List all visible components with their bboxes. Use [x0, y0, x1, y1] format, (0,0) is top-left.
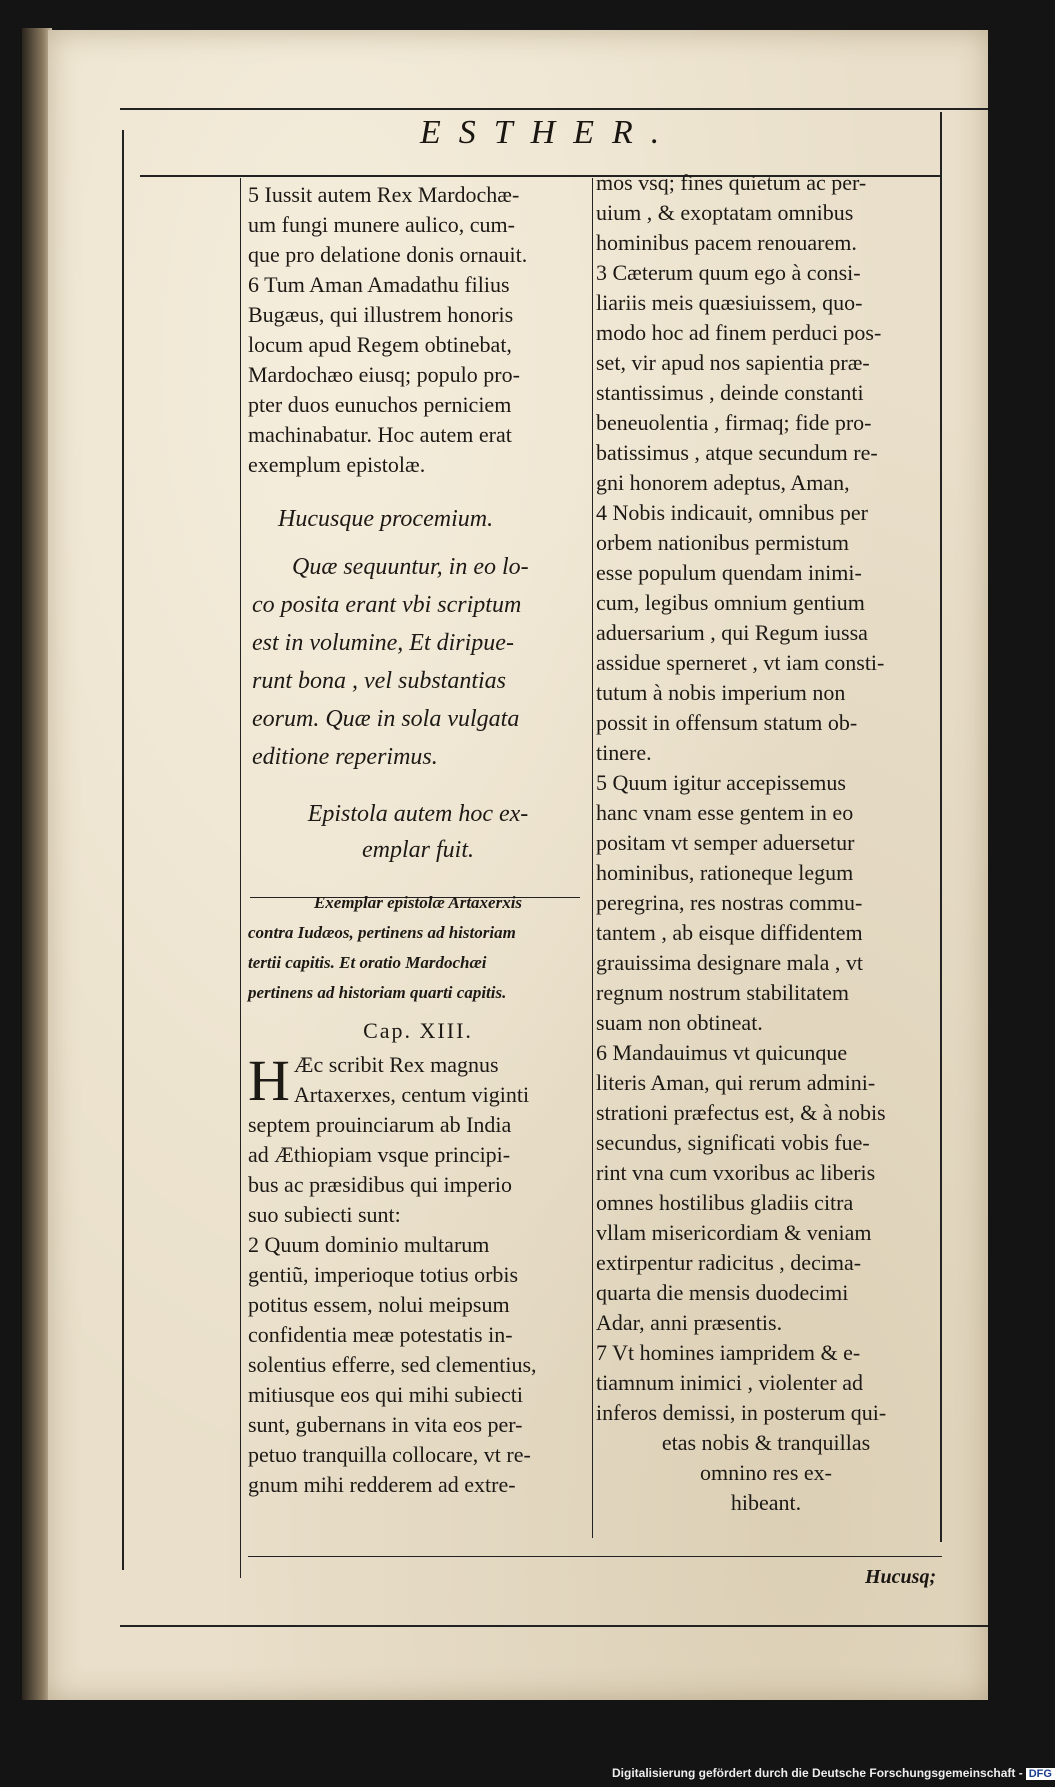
text-line: confidentia meæ potestatis in-	[248, 1322, 513, 1347]
right-border	[940, 112, 942, 1542]
text-line: ad Æthiopiam vsque principi-	[248, 1142, 511, 1167]
text-line: runt bona , vel substantias	[252, 668, 507, 694]
text-line: machinabatur. Hoc autem erat	[248, 422, 512, 447]
text-line: hanc vnam esse gentem in eo	[596, 800, 854, 825]
text-line: Quæ sequuntur, in eo lo-	[292, 554, 529, 580]
epistola-heading	[248, 796, 588, 868]
text-line: esse populum quendam inimi-	[596, 560, 862, 585]
text-line: mos vsq; fines quietum ac per-	[596, 170, 867, 195]
footer-text: Digitalisierung gefördert durch die Deutsche Forschungsgemeinschaft -	[612, 1766, 1023, 1780]
text-line: extirpentur radicitus , decima-	[596, 1250, 862, 1275]
text-line: locum apud Regem obtinebat,	[248, 332, 512, 357]
left-border	[122, 130, 124, 1570]
text-line: suam non obtineat.	[596, 1010, 763, 1035]
chapter-text	[248, 1050, 588, 1500]
text-line: literis Aman, qui rerum admini-	[596, 1070, 876, 1095]
text-line: exemplum epistolæ.	[248, 452, 426, 477]
left-column	[248, 180, 588, 1500]
chapter-label: Cap. XIII.	[363, 1018, 473, 1043]
text-line: grauissima designare mala , vt	[596, 950, 863, 975]
text-line: bus ac præsidibus qui imperio	[248, 1172, 512, 1197]
text-line: 6 Mandauimus vt quicunque	[596, 1040, 848, 1065]
text-line: cum, legibus omnium gentium	[596, 590, 865, 615]
text-line: tiamnum inimici , violenter ad	[596, 1370, 863, 1395]
text-line: gni honorem adeptus, Aman,	[596, 470, 850, 495]
text-line: hominibus, rationeque legum	[596, 860, 854, 885]
text-line: omnes hostilibus gladiis citra	[596, 1190, 854, 1215]
text-line: 6 Tum Aman Amadathu filius	[248, 272, 510, 297]
text-line: suo subiecti sunt:	[248, 1202, 401, 1227]
text-line: assidue sperneret , vt iam consti-	[596, 650, 885, 675]
text-line: 2 Quum dominio multarum	[248, 1232, 490, 1257]
drop-cap: H	[248, 1048, 290, 1113]
text-line: stantissimus , deinde constanti	[596, 380, 864, 405]
text-line: potitus essem, nolui meipsum	[248, 1292, 510, 1317]
text-line: strationi præfectus est, & à nobis	[596, 1100, 886, 1125]
text-line: tantem , ab eisque diffidentem	[596, 920, 863, 945]
top-rule	[120, 108, 988, 110]
text-line: batissimus , atque secundum re-	[596, 440, 878, 465]
text-line: tertii capitis. Et oratio Mardochæi	[248, 953, 487, 972]
text-line: editione reperimus.	[252, 744, 438, 770]
text-line: Mardochæo eiusq; populo pro-	[248, 362, 520, 387]
text-line: Adar, anni præsentis.	[596, 1310, 783, 1335]
text-line: secundus, significati vobis fue-	[596, 1130, 870, 1155]
text-line: co posita erant vbi scriptum	[252, 592, 522, 618]
closing-line: omnino res ex-	[700, 1460, 832, 1485]
text-line: liariis meis quæsiuissem, quo-	[596, 290, 863, 315]
proem-body	[248, 548, 588, 776]
page-bottom-rule	[120, 1625, 988, 1627]
text-line: uium , & exoptatam omnibus	[596, 200, 854, 225]
text-line: est in volumine, Et diripue-	[252, 630, 514, 656]
column-divider	[592, 178, 593, 1538]
dfg-logo: DFG	[1026, 1768, 1055, 1780]
text-line: 5 Iussit autem Rex Mardochæ-	[248, 182, 520, 207]
text-line: 5 Quum igitur accepissemus	[596, 770, 846, 795]
text-line: eorum. Quæ in sola vulgata	[252, 706, 520, 732]
text-line: Exemplar epistolæ Artaxerxis	[313, 893, 523, 912]
text-line: septem prouinciarum ab India	[248, 1112, 512, 1137]
text-line: solentius efferre, sed clementius,	[248, 1352, 537, 1377]
text-line: inferos demissi, in posterum qui-	[596, 1400, 887, 1425]
text-line: tinere.	[596, 740, 652, 765]
text-line: set, vir apud nos sapientia præ-	[596, 350, 870, 375]
verses-block	[248, 180, 588, 480]
proem-title: Hucusque procemium.	[278, 506, 494, 532]
text-line: mitiusque eos qui mihi subiecti	[248, 1382, 523, 1407]
text-line: hominibus pacem renouarem.	[596, 230, 857, 255]
text-line: Bugæus, qui illustrem honoris	[248, 302, 514, 327]
text-line: tutum à nobis imperium non	[596, 680, 846, 705]
text-line: quarta die mensis duodecimi	[596, 1280, 849, 1305]
catchword: Hucusq;	[865, 1566, 937, 1588]
text-line: vllam misericordiam & veniam	[596, 1220, 872, 1245]
text-line: um fungi munere aulico, cum-	[248, 212, 515, 237]
text-line: etas nobis & tranquillas	[661, 1430, 871, 1455]
inner-left-border	[240, 178, 241, 1578]
text-line: 3 Cæterum quum ego à consi-	[596, 260, 861, 285]
text-line: regnum nostrum stabilitatem	[596, 980, 849, 1005]
text-line: Æc scribit Rex magnus	[293, 1052, 499, 1077]
text-line: peregrina, res nostras commu-	[596, 890, 863, 915]
footer-credit	[612, 1766, 1055, 1780]
text-line: que pro delatione donis ornauit.	[248, 242, 528, 267]
text-line: pter duos eunuchos perniciem	[248, 392, 512, 417]
text-line: pertinens ad historiam quarti capitis.	[248, 983, 507, 1002]
running-head: ESTHER.	[420, 114, 678, 151]
text-line: Epistola autem hoc ex-	[307, 801, 529, 827]
closing-line: hibeant.	[730, 1490, 802, 1515]
text-line: possit in offensum statum ob-	[596, 710, 858, 735]
text-line: 4 Nobis indicauit, omnibus per	[596, 500, 868, 525]
text-line: orbem nationibus permistum	[596, 530, 849, 555]
text-line: sunt, gubernans in vita eos per-	[248, 1412, 523, 1437]
text-line: positam vt semper aduersetur	[596, 830, 855, 855]
text-line: 7 Vt homines iampridem & e-	[596, 1340, 861, 1365]
text-line: rint vna cum vxoribus ac liberis	[596, 1160, 876, 1185]
text-line: emplar fuit.	[362, 837, 474, 863]
text-line: petuo tranquilla collocare, vt re-	[248, 1442, 531, 1467]
text-line: modo hoc ad finem perduci pos-	[596, 320, 882, 345]
text-line: contra Iudæos, pertinens ad historiam	[248, 923, 516, 942]
text-line: aduersarium , qui Regum iussa	[596, 620, 868, 645]
text-line: gnum mihi redderem ad extre-	[248, 1472, 516, 1497]
text-line: gentiũ, imperioque totius orbis	[248, 1262, 519, 1287]
bottom-rule	[248, 1556, 942, 1557]
text-line: Artaxerxes, centum viginti	[293, 1082, 530, 1107]
text-line: beneuolentia , firmaq; fide pro-	[596, 410, 872, 435]
chapter-summary	[248, 888, 588, 1008]
right-column	[596, 168, 936, 1518]
